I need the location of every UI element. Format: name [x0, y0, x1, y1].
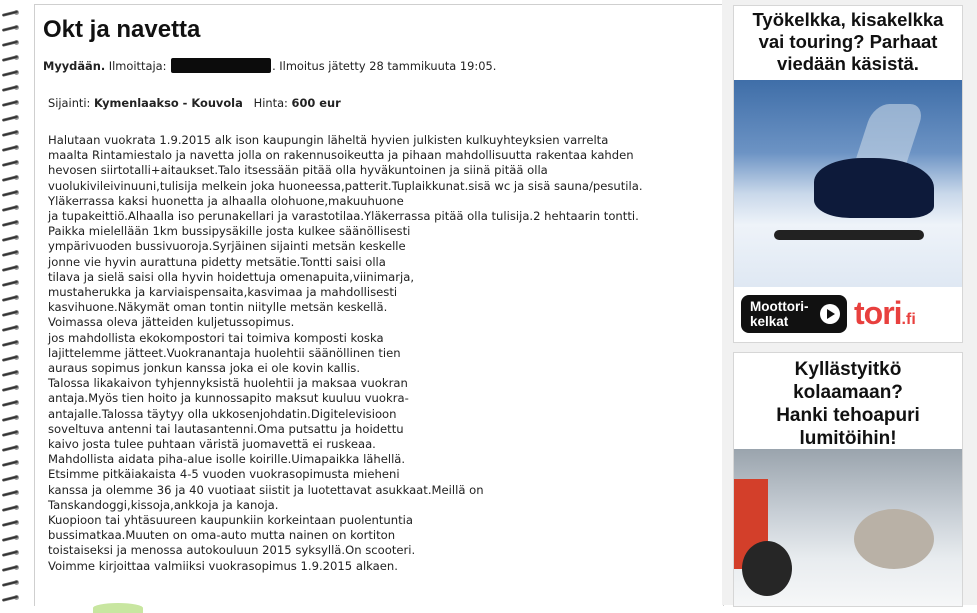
- binding-ring: [2, 563, 24, 573]
- binding-ring: [2, 428, 24, 438]
- binding-ring: [2, 8, 24, 18]
- binding-ring: [2, 353, 24, 363]
- redacted-advertiser-name: [171, 58, 271, 73]
- posted-date: . Ilmoitus jätetty 28 tammikuuta 19:05.: [272, 59, 497, 73]
- listing-title: Okt ja navetta: [43, 16, 201, 43]
- description-line: ja tupakeittiö.Alhaalla iso perunakellari ja varastotilaa.Yläkerrassa pitää olla tulisija.2 hehtaarin tontti.: [48, 209, 639, 224]
- description-line: kaivo josta tulee puhtaan väristä juomavettä ei ruskeaa.: [48, 437, 376, 452]
- binding-ring: [2, 383, 24, 393]
- advertiser-label: Ilmoittaja:: [108, 59, 167, 73]
- price-label: Hinta:: [253, 96, 288, 110]
- description-line: Etsimme pitkäiakaista 4-5 vuoden vuokrasopimusta mieheni: [48, 467, 400, 482]
- wheel-shape: [742, 541, 792, 596]
- description-line: antaja.Myös tien hoito ja kunnossapito maksut kuuluu vuokra-: [48, 391, 409, 406]
- binding-ring: [2, 518, 24, 528]
- description-line: soveltuva antenni tai lautasantenni.Oma putsattu ja hoidettu: [48, 421, 404, 436]
- location-label: Sijainti:: [48, 96, 91, 110]
- description-line: lajittelemme jätteet.Vuokranantaja huolehtii säänöllinen tien: [48, 345, 401, 360]
- binding-ring: [2, 593, 24, 603]
- description-line: maalta Rintamiestalo ja navetta jolla on rakennusoikeutta ja pihaan mahdollisuutta rakentaa kahden: [48, 148, 634, 163]
- binding-ring: [2, 413, 24, 423]
- snowblower-photo: [734, 449, 962, 606]
- binding-ring: [2, 578, 24, 588]
- binding-ring: [2, 38, 24, 48]
- binding-ring: [2, 368, 24, 378]
- category-button-label: [750, 299, 808, 329]
- snowmobile-photo: [734, 80, 962, 287]
- description-line: toistaiseksi ja menossa autokouluun 2015 syksyllä.On scooteri.: [48, 543, 416, 558]
- button-line: kelkat: [750, 314, 789, 329]
- binding-ring: [2, 248, 24, 258]
- binding-ring: [2, 173, 24, 183]
- binding-ring: [2, 233, 24, 243]
- description-line: kasvihuone.Näkymät oman tontin niitylle metsän keskellä.: [48, 300, 388, 315]
- tori-logo[interactable]: [854, 295, 916, 332]
- listing-description: [48, 133, 708, 574]
- description-line: auraus sopimus jonkun kanssa joka ei ole kovin kallis.: [48, 361, 361, 376]
- binding-ring: [2, 443, 24, 453]
- ski-shape: [774, 230, 924, 240]
- binding-ring: [2, 308, 24, 318]
- snowmobile-ad[interactable]: [733, 5, 963, 343]
- listing-type: Myydään.: [43, 59, 106, 73]
- binding-ring: [2, 158, 24, 168]
- headline-line: Työkelkka, kisakelkka: [752, 9, 944, 30]
- listing-panel: [34, 4, 724, 606]
- headline-line: Kyllästyitkö: [794, 359, 902, 380]
- description-line: Paikka mielellään 1km bussipysäkille josta kulkee säänöllisesti: [48, 224, 411, 239]
- binding-ring: [2, 503, 24, 513]
- snowmobile-ad-headline: [734, 9, 962, 75]
- location-price-row: [48, 96, 341, 110]
- binding-ring: [2, 473, 24, 483]
- brush-shape: [854, 509, 934, 569]
- binding-ring: [2, 263, 24, 273]
- binding-ring: [2, 278, 24, 288]
- binding-ring: [2, 53, 24, 63]
- binding-ring: [2, 128, 24, 138]
- headline-line: vai touring? Parhaat: [758, 31, 938, 52]
- binding-ring: [2, 23, 24, 33]
- binding-ring: [2, 488, 24, 498]
- listing-meta: [43, 58, 496, 73]
- brand-name: tori: [854, 295, 902, 331]
- description-line: Voimassa oleva jätteiden kuljetussopimus.: [48, 315, 295, 330]
- headline-line: Hanki tehoapuri: [776, 405, 920, 426]
- binding-ring: [2, 293, 24, 303]
- windshield-shape: [854, 104, 925, 164]
- description-line: bussimatkaa.Muuten on oma-auto mutta nainen on kortiton: [48, 528, 396, 543]
- button-line: Moottori-: [750, 299, 809, 314]
- binding-ring: [2, 398, 24, 408]
- binding-ring: [2, 98, 24, 108]
- description-line: Tanskandoggi,kissoja,ankkoja ja kanoja.: [48, 497, 279, 512]
- description-line: Halutaan vuokrata 1.9.2015 alk ison kaupungin läheltä hyvien julkisten kulkuyhteyksien varrelta: [48, 133, 609, 147]
- description-line: ympärivuoden bussivuoroja.Syrjäinen sijainti metsän keskelle: [48, 239, 406, 254]
- play-icon: [820, 304, 840, 324]
- binding-ring: [2, 533, 24, 543]
- binding-ring: [2, 203, 24, 213]
- snowblower-ad-headline: [734, 358, 962, 450]
- location-value: Kymenlaakso - Kouvola: [94, 96, 243, 110]
- spiral-binding: [0, 0, 30, 605]
- description-line: vuolukivileivinuuni,tulisija melkein joka huoneessa,patterit.Tuplaikkunat.sisä wc ja sisä sauna/pesutila.: [48, 178, 643, 193]
- description-line: mustaherukka ja karviaispensaita,kasvimaa ja mahdollisesti: [48, 285, 398, 300]
- snowblower-ad[interactable]: [733, 352, 963, 607]
- price-value: 600 eur: [291, 96, 341, 110]
- description-line: jonne vie hyvin aurattuna pidetty metsätie.Tontti saisi olla: [48, 254, 386, 269]
- binding-ring: [2, 338, 24, 348]
- brand-suffix: .fi: [901, 311, 916, 328]
- description-line: Voimme kirjoittaa valmiiksi vuokrasopimus 1.9.2015 alkaen.: [48, 558, 398, 573]
- description-line: antajalle.Talossa täytyy olla ukkosenjohdatin.Digitelevisioon: [48, 406, 397, 421]
- headline-line: kolaamaan?: [793, 382, 903, 403]
- snowmobile-shape: [814, 158, 934, 218]
- binding-ring: [2, 218, 24, 228]
- description-line: Mahdollista aidata piha-alue isolle koirille.Uimapaikka lähellä.: [48, 452, 406, 467]
- binding-ring: [2, 323, 24, 333]
- binding-ring: [2, 458, 24, 468]
- description-line: kanssa ja olemme 36 ja 40 vuotiaat siistit ja luotettavat asukkaat.Meillä on: [48, 482, 484, 497]
- binding-ring: [2, 143, 24, 153]
- snowmobile-category-button[interactable]: [741, 295, 847, 333]
- description-line: tilava ja sielä saisi olla hyvin hoidettuja omenapuita,viinimarja,: [48, 269, 415, 284]
- binding-ring: [2, 113, 24, 123]
- binding-ring: [2, 188, 24, 198]
- description-line: Talossa likakaivon tyhjennyksistä huolehtii ja maksaa vuokran: [48, 376, 408, 391]
- binding-ring: [2, 548, 24, 558]
- ad-sidebar: [722, 0, 977, 605]
- headline-line: lumitöihin!: [799, 428, 897, 449]
- snowmobile-ad-footer: [734, 287, 962, 342]
- description-line: Yläkerrassa kaksi huonetta ja alhaalla olohuone,makuuhuone: [48, 193, 404, 208]
- description-line: hevosen siirtotalli+aitaukset.Talo itsessään pitää olla hyväkuntoinen ja siinä pitää olla: [48, 163, 548, 178]
- headline-line: viedään käsistä.: [777, 53, 919, 74]
- description-line: Kuopioon tai yhtäsuureen kaupunkiin korkeintaan puolentuntia: [48, 513, 414, 528]
- binding-ring: [2, 83, 24, 93]
- description-line: jos mahdollista ekokompostori tai toimiva komposti koska: [48, 330, 384, 345]
- binding-ring: [2, 68, 24, 78]
